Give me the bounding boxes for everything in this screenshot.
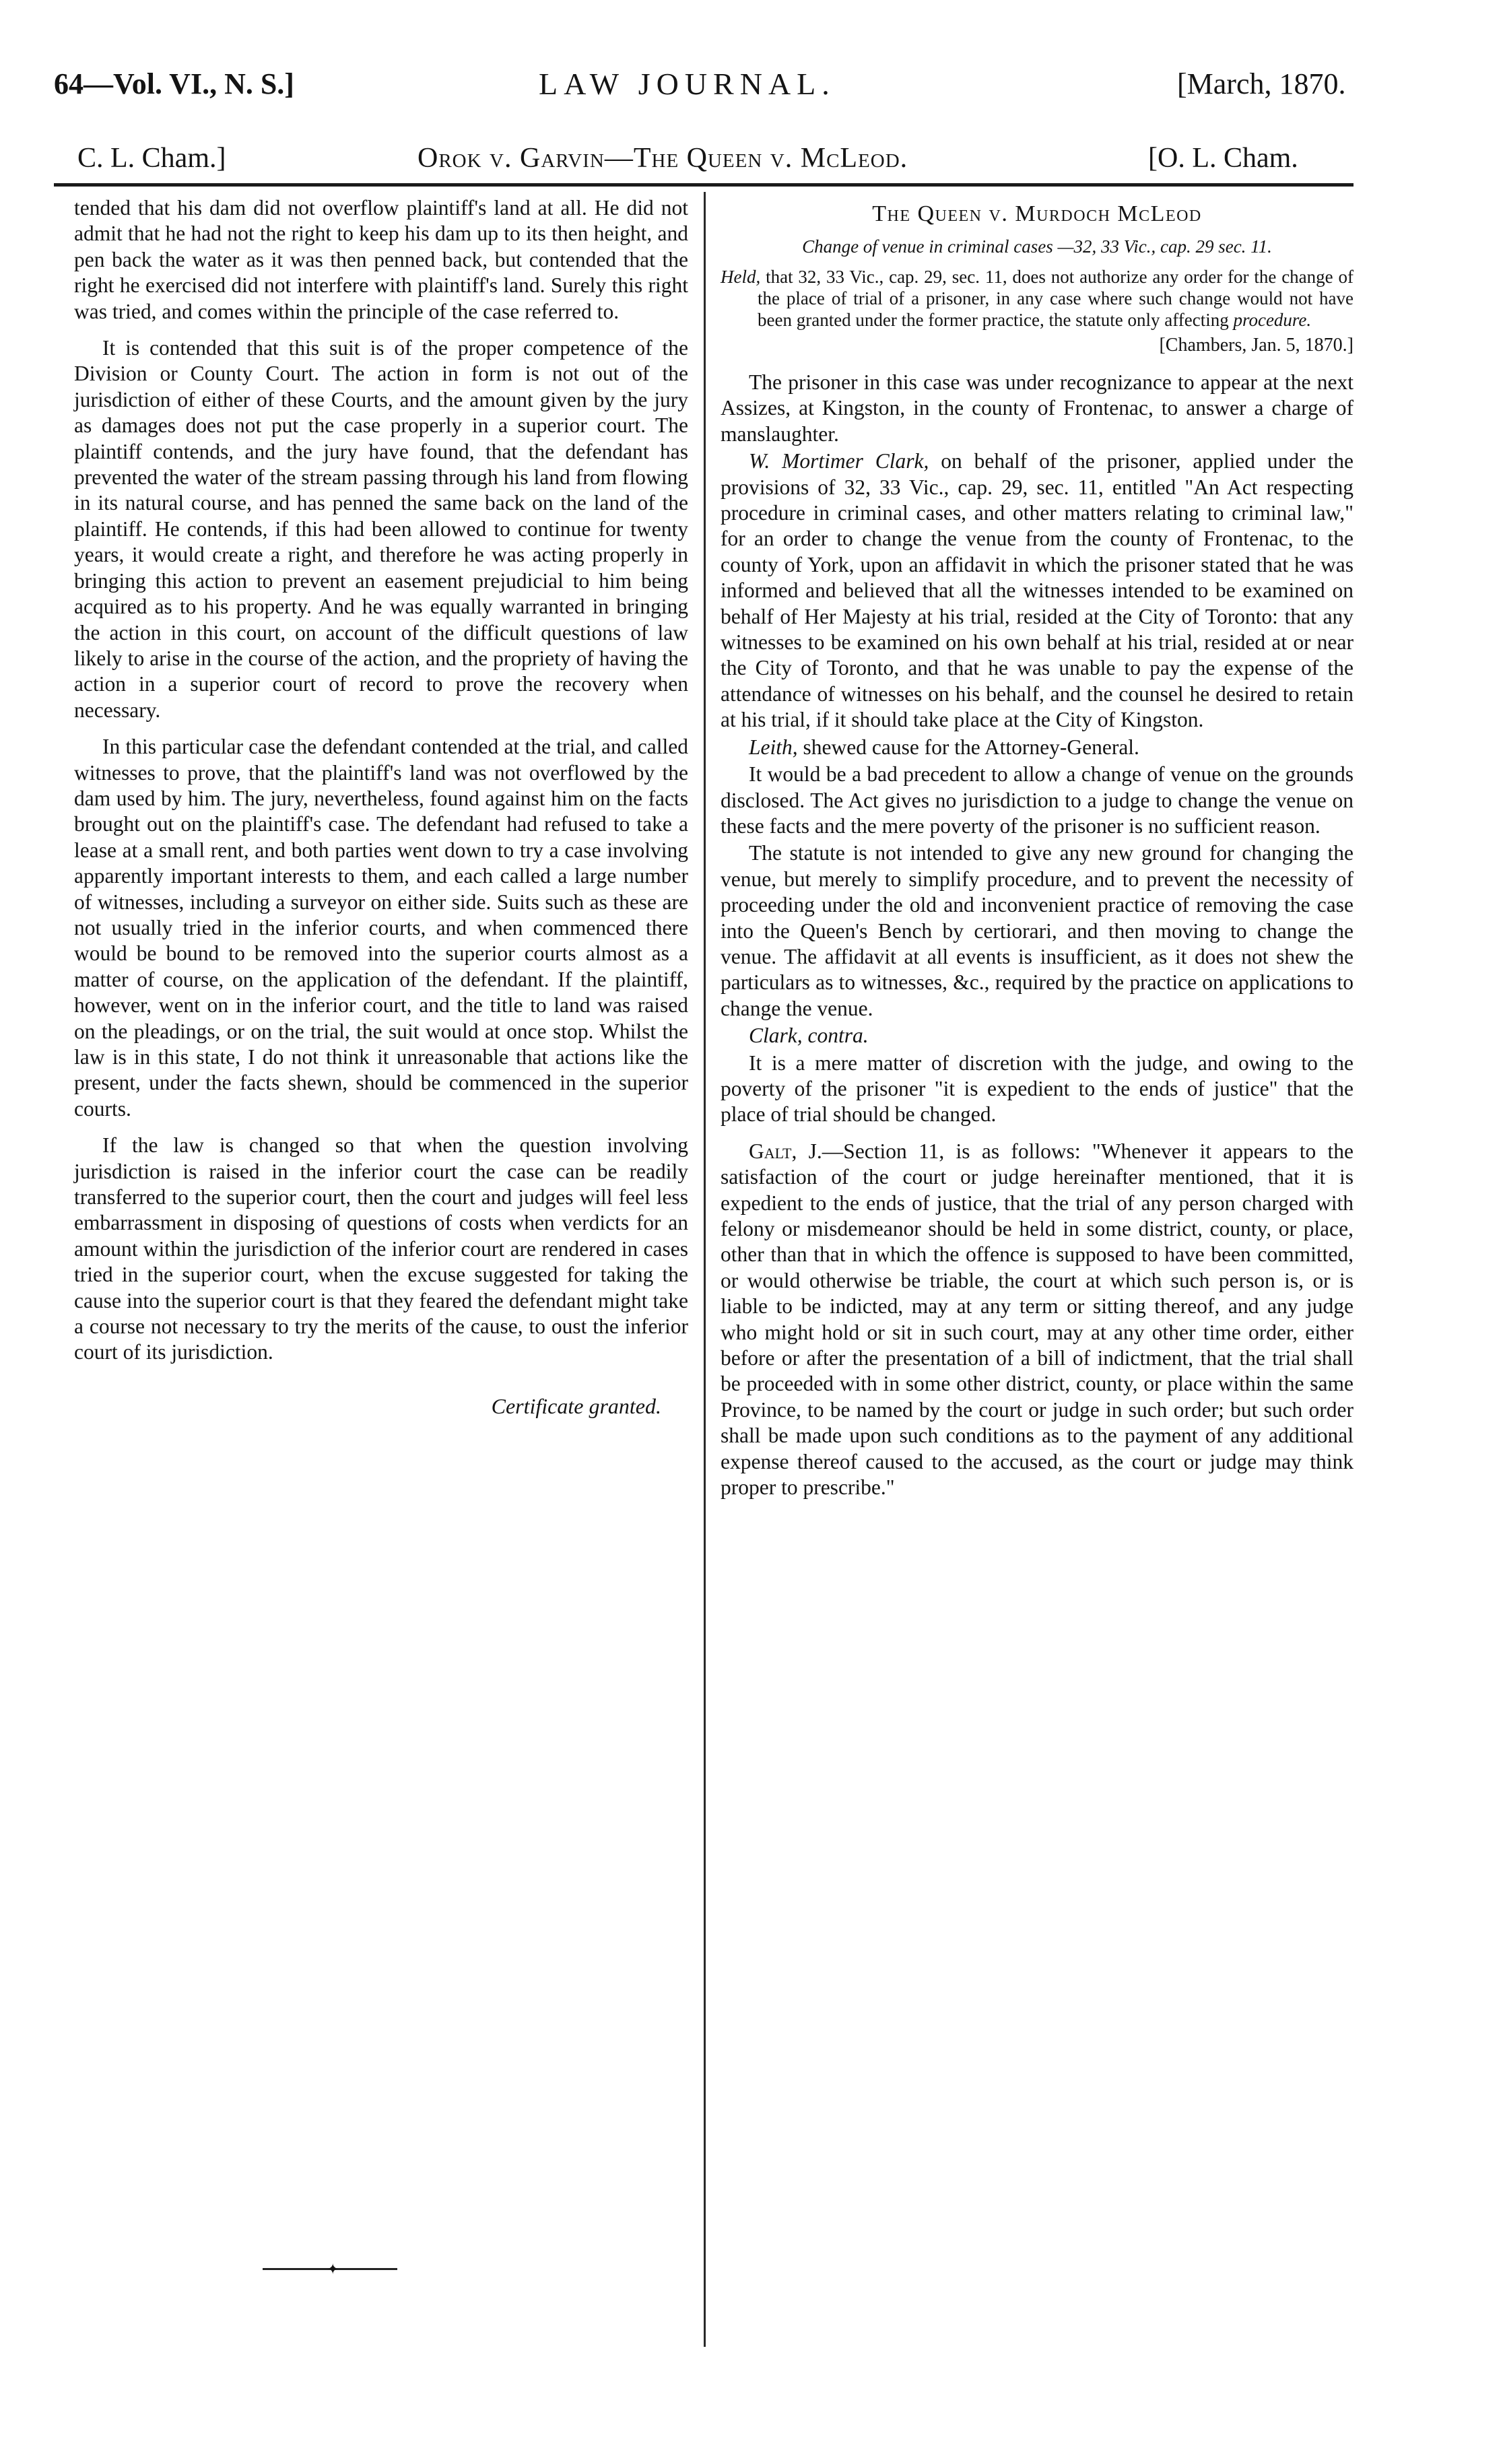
paragraph: The prisoner in this case was under recognizance to appear at the next Assizes, at Kingston, in the county of Frontenac, to answer a charge of manslaughter. [721, 370, 1354, 446]
case-title: The Queen v. Murdoch McLeod [872, 201, 1202, 226]
paragraph [721, 1139, 1354, 1501]
paragraph: It is a mere matter of discretion with the judge, and owing to the poverty of the prisoner "it is expedient to the ends of justice" that the place of trial should be changed. [721, 1051, 1354, 1127]
court-date: [Chambers, Jan. 5, 1870.] [1159, 335, 1354, 356]
issue-date: [March, 1870. [1177, 67, 1346, 100]
paragraph: It would be a bad precedent to allow a change of venue on the grounds disclosed. The Act gives no jurisdiction to a judge to change the venue on these facts and the mere poverty of the prisoner is no sufficient reason. [721, 762, 1354, 838]
header-rule [54, 183, 1354, 187]
paragraph [721, 735, 1354, 760]
headnote [721, 266, 1354, 331]
paragraph: The statute is not intended to give any new ground for changing the venue, but merely to simplify procedure, and to prevent the necessity of proceeding under the old and inconvenient practice of removing the case into the Queen's Bench by certiorari, and then moving to change the venue. The affidavit at all events is insufficient, as it does not shew the particulars as to witnesses, &c., required by the practice on applications to change the venue. [721, 841, 1354, 1020]
page-volume: 64—Vol. VI., N. S.] [54, 67, 294, 100]
held-text: that 32, 33 Vic., cap. 29, sec. 11, does not authorize any order for the change of the place of trial of a prisoner, in any case where such change would not have been granted under the former practice, the statute only affecting [758, 267, 1354, 330]
paragraph-text: shewed cause for the Attorney-General. [797, 735, 1139, 759]
paragraph-text: —Section 11, is as follows: "Whenever it appears to the satisfaction of the court or judge hereinafter mentioned, that it is expedient to the ends of justice, that the trial of any person charged with felony or misdemeanor should be held in some district, county, or place, other than that in which the offence is supposed to have been committed, or would otherwise be triable, the court at which such person is, or is liable to be indicted, may at any term or sitting thereof, and any judge who might hold or sit in such court, may at any other time order, either before or after the presentation of a bill of indictment, that the trial shall be proceeded with in some other district, county, or place within the same Province, to be named by the court or judge in such order; but such order shall be made upon such conditions as to the payment of any additional expense thereof caused to the accused, as the court or judge may think proper to prescribe." [721, 1139, 1354, 1500]
journal-title: LAW JOURNAL. [539, 67, 836, 101]
judge-name: Galt, J. [749, 1139, 822, 1163]
case-names: Orok v. Garvin—The Queen v. McLeod. [418, 143, 908, 174]
paragraph: tended that his dam did not overflow plaintiff's land at all. He did not admit that he had not the right to keep his dam up to its then height, and pen back the water as it was then penned back, but contended that the right he exercised did not interfere with plaintiff's land. Surely this right was tried, and comes within the principle of the case referred to. [74, 196, 688, 323]
left-section-label: C. L. Cham.] [77, 143, 226, 174]
held-emphasis: procedure. [1233, 310, 1312, 330]
running-header [0, 61, 1503, 108]
right-column [721, 195, 1354, 1511]
paragraph: It is contended that this suit is of the proper competence of the Division or County Court. The action in form is not out of the jurisdiction of either of these Courts, and the amount given by the jury as damages does not put the case properly in a superior court. The plaintiff contends, and the jury have found, that the defendant has prevented the water of the stream passing through his land from flowing in its natural course, and has penned the same back on the land of the plaintiff. He contends, if this had been allowed to continue for twenty years, it would create a right, and therefore he was acting properly in bringing this action to prevent an easement prejudicial to him being acquired as to his property. And he was equally warranted in bringing the action in this court, on account of the difficult questions of law likely to arise in the course of the action, and the propriety of having the action in a superior court of record to prove the recovery when necessary. [74, 336, 688, 722]
case-subject: Change of venue in criminal cases —32, 33 Vic., cap. 29 sec. 11. [802, 236, 1272, 257]
certificate-granted: Certificate granted. [491, 1393, 661, 1418]
paragraph [721, 448, 1354, 733]
counsel-name: Leith, [749, 735, 798, 759]
paragraph: In this particular case the defendant contended at the trial, and called witnesses to prove, that the plaintiff's land was not overflowed by the dam used by him. The jury, nevertheless, found against him on the facts brought out on the plaintiff's case. The defendant had refused to take a lease at a small rent, and both parties went down to try a case involving apparently important interests to them, and each called a large number of witnesses, including a surveyor on either side. Suits such as these are not usually tried in the inferior courts, and when commenced there would be bound to be removed into the superior courts almost as a matter of course, on the application of the defendant. If the plaintiff, however, went on in the inferior court, and the title to land was raised on the pleadings, or on the trial, the suit would at once stop. Whilst the law is in this state, I do not think it unreasonable that actions like the present, under the facts shewn, should be commenced in the superior courts. [74, 735, 688, 1121]
end-ornament: ✦ [327, 2261, 339, 2277]
section-header [0, 135, 1503, 182]
paragraph: If the law is changed so that when the question involving jurisdiction is raised in the inferior court the case can be readily transferred to the superior court, then the court and judges will feel less embarrassment in disposing of questions of costs when verdicts for an amount within the jurisdiction of the inferior court are rendered in cases tried in the superior court, when the excuse suggested for taking the cause into the superior court is that they feared the defendant might take a course not necessary to try the merits of the cause, to oust the inferior court of its jurisdiction. [74, 1133, 688, 1364]
right-section-label: [O. L. Cham. [1148, 143, 1298, 174]
held-label: Held, [721, 267, 761, 287]
counsel-name: W. Mortimer Clark, [749, 449, 929, 473]
counsel-contra: Clark, contra. [749, 1024, 869, 1048]
paragraph-text: on behalf of the prisoner, applied under the provisions of 32, 33 Vic., cap. 29, sec. 11, entitled "An Act respecting procedure in criminal cases, and other matters relating to criminal law," for an order to change the venue from the county of Frontenac, to the county of York, upon an affidavit in which the prisoner stated that he was informed and believed that all the witnesses intended to be examined on behalf of Her Majesty at his trial, resided at the City of Toronto: that any witnesses to be examined on his own behalf at his trial, resided at or near the City of Toronto, and that he was unable to pay the expense of the attendance of witnesses on his behalf, and the counsel he desired to retain at his trial, if it should take place at the City of Kingston. [721, 449, 1354, 732]
left-column [74, 195, 688, 1420]
column-divider [704, 192, 706, 2347]
